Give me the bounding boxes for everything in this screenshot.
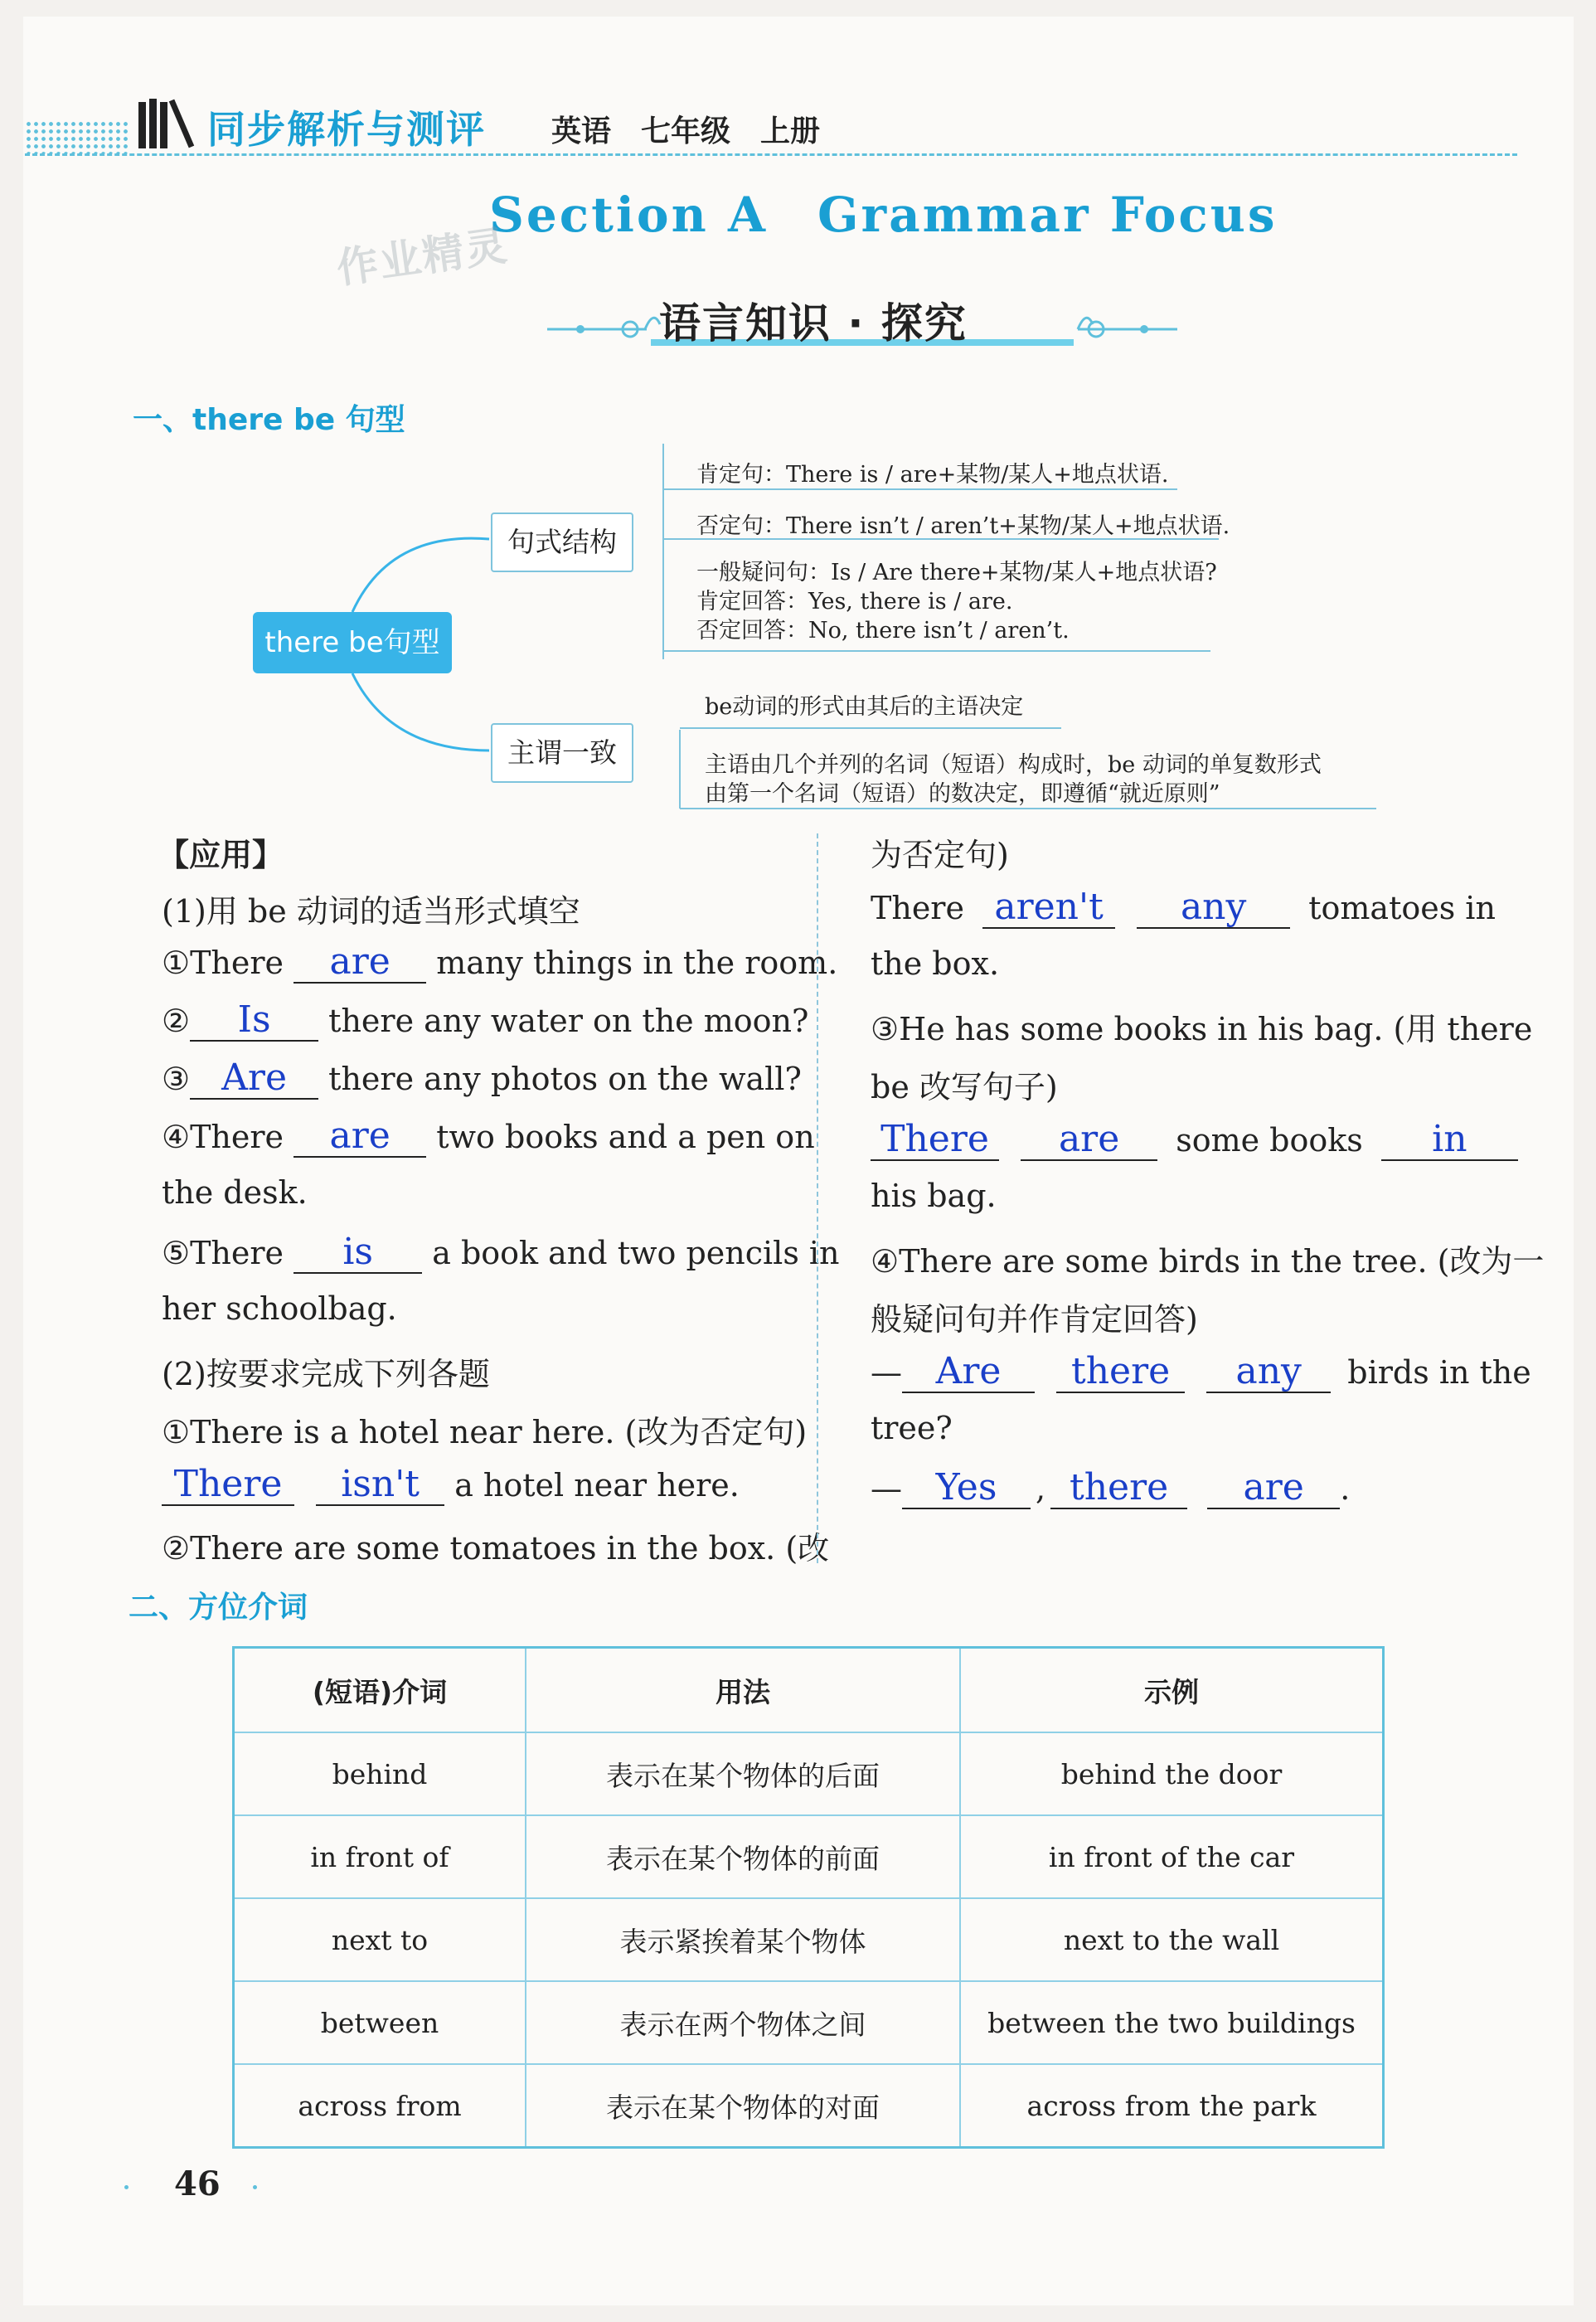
q2-1-answer: There isn't a hotel near here. [162, 1465, 740, 1506]
answer-blank[interactable]: any [1137, 887, 1290, 929]
answer-blank[interactable]: aren't [982, 887, 1115, 929]
answer-blank[interactable]: isn't [316, 1465, 444, 1506]
q2-1-prompt: ①There is a hotel near here. (改为否定句) [162, 1414, 808, 1450]
q2-heading: (2)按要求完成下列各题 [162, 1356, 490, 1392]
mindmap-item: 否定回答：No, there isn’t / aren’t. [696, 618, 1070, 644]
answer-blank[interactable]: are [293, 942, 426, 984]
mindmap-node-agreement: 主谓一致 [491, 723, 633, 783]
table-cell: in front of the car [960, 1815, 1384, 1898]
table-cell: next to [234, 1898, 526, 1981]
answer-blank[interactable]: in [1381, 1120, 1518, 1161]
q1-item-4: ④There are two books and a pen on [162, 1115, 815, 1157]
table-cell: 表示紧挨着某个物体 [526, 1898, 960, 1981]
answer-blank[interactable]: any [1206, 1352, 1331, 1393]
q1-item-2: ② Is there any water on the moon? [162, 998, 809, 1041]
q2-4-answer: — Yes , there are . [871, 1466, 1351, 1508]
q1-item-5-cont: her schoolbag. [162, 1290, 397, 1327]
q2-4-prompt-cont: 般疑问句并作肯定回答) [871, 1301, 1198, 1338]
q2-2-prompt-cont: 为否定句) [871, 837, 1009, 873]
q1-item-5: ⑤There is a book and two pencils in [162, 1231, 840, 1273]
table-cell: behind the door [960, 1732, 1384, 1815]
table-cell: behind [234, 1732, 526, 1815]
part2-heading: 二、方位介词 [129, 1591, 308, 1625]
answer-blank[interactable]: Are [902, 1352, 1035, 1393]
table-row [234, 2064, 1384, 2148]
prepositions-table [232, 1646, 1385, 2149]
q2-3-prompt-cont: be 改写句子) [871, 1069, 1058, 1105]
table-cell: 表示在某个物体的对面 [526, 2064, 960, 2148]
mindmap-item: 一般疑问句：Is / Are there+某物/某人+地点状语? [696, 560, 1217, 585]
table-row [234, 1815, 1384, 1898]
q1-heading: (1)用 be 动词的适当形式填空 [162, 893, 580, 930]
table-cell: 表示在两个物体之间 [526, 1981, 960, 2064]
table-cell: between [234, 1981, 526, 2064]
mindmap-node-structure: 句式结构 [491, 512, 633, 572]
answer-blank[interactable]: There [871, 1120, 999, 1161]
q2-4-question: — Are there any birds in the [871, 1350, 1531, 1392]
answer-blank[interactable]: are [293, 1116, 426, 1158]
answer-blank[interactable]: Yes [902, 1468, 1031, 1509]
column-header: 用法 [526, 1648, 960, 1733]
header-dots-decoration [25, 120, 129, 153]
mindmap-item: 由第一个名词（短语）的数决定，即遵循“就近原则” [705, 781, 1220, 807]
page-dot-decoration [124, 2185, 129, 2189]
header-divider [25, 153, 1517, 156]
mindmap-root: there be句型 [253, 612, 452, 673]
subject-grade: 英语 七年级 上册 [551, 114, 821, 148]
q1-item-4-cont: the desk. [162, 1174, 308, 1211]
mindmap-item: 否定句：There isn’t / aren’t+某物/某人+地点状语. [696, 513, 1230, 539]
section-title [489, 187, 1278, 243]
q2-2-answer: There aren't any tomatoes in [871, 886, 1496, 928]
q2-4-question-cont: tree? [871, 1410, 953, 1446]
page-number: 46 [174, 2164, 221, 2203]
page-dot-decoration [253, 2185, 257, 2189]
table-row [234, 1898, 1384, 1981]
q2-3-prompt: ③He has some books in his bag. (用 there [871, 1011, 1533, 1047]
books-logo-icon [137, 95, 195, 150]
q2-2-answer-cont: the box. [871, 945, 1000, 982]
q2-3-answer-cont: his bag. [871, 1178, 997, 1214]
answer-blank[interactable]: Are [190, 1058, 318, 1100]
table-header-row [234, 1648, 1384, 1733]
mindmap-item: 肯定句：There is / are+某物/某人+地点状语. [696, 462, 1169, 488]
banner-title: 语言知识 · 探究 [659, 299, 968, 347]
table-cell: next to the wall [960, 1898, 1384, 1981]
answer-blank[interactable]: is [293, 1232, 422, 1274]
answer-blank[interactable]: there [1056, 1352, 1185, 1393]
table-cell: 表示在某个物体的后面 [526, 1732, 960, 1815]
answer-blank[interactable]: there [1050, 1468, 1187, 1509]
answer-blank[interactable]: There [162, 1465, 294, 1506]
part1-heading: 一、there be 句型 [133, 403, 405, 437]
answer-blank[interactable]: are [1207, 1468, 1340, 1509]
table-cell: across from the park [960, 2064, 1384, 2148]
q1-item-1: ①There are many things in the room. [162, 940, 838, 983]
mindmap-item: 肯定回答：Yes, there is / are. [696, 589, 1013, 615]
answer-blank[interactable]: are [1021, 1120, 1157, 1161]
mindmap-item: 主语由几个并列的名词（短语）构成时，be 动词的单复数形式 [705, 752, 1322, 778]
q2-2-prompt: ②There are some tomatoes in the box. (改 [162, 1530, 830, 1567]
apply-heading: 【应用】 [158, 837, 284, 873]
column-divider [817, 833, 818, 1563]
q2-4-prompt: ④There are some birds in the tree. (改为一 [871, 1243, 1545, 1280]
table-cell: 表示在某个物体的前面 [526, 1815, 960, 1898]
table-cell: across from [234, 2064, 526, 2148]
table-cell: in front of [234, 1815, 526, 1898]
section-title-part1: Section A [489, 187, 768, 243]
section-title-part2: Grammar Focus [817, 187, 1278, 243]
watermark: 作业精灵 [333, 221, 512, 294]
q2-3-answer: There are some books in [871, 1120, 1518, 1161]
table-row [234, 1732, 1384, 1815]
q1-item-3: ③ Are there any photos on the wall? [162, 1057, 802, 1099]
mindmap-item: be动词的形式由其后的主语决定 [705, 694, 1024, 720]
table-row [234, 1981, 1384, 2064]
column-header: (短语)介词 [234, 1648, 526, 1733]
table-cell: between the two buildings [960, 1981, 1384, 2064]
answer-blank[interactable]: Is [190, 1000, 318, 1042]
column-header: 示例 [960, 1648, 1384, 1733]
series-title: 同步解析与测评 [207, 107, 486, 152]
